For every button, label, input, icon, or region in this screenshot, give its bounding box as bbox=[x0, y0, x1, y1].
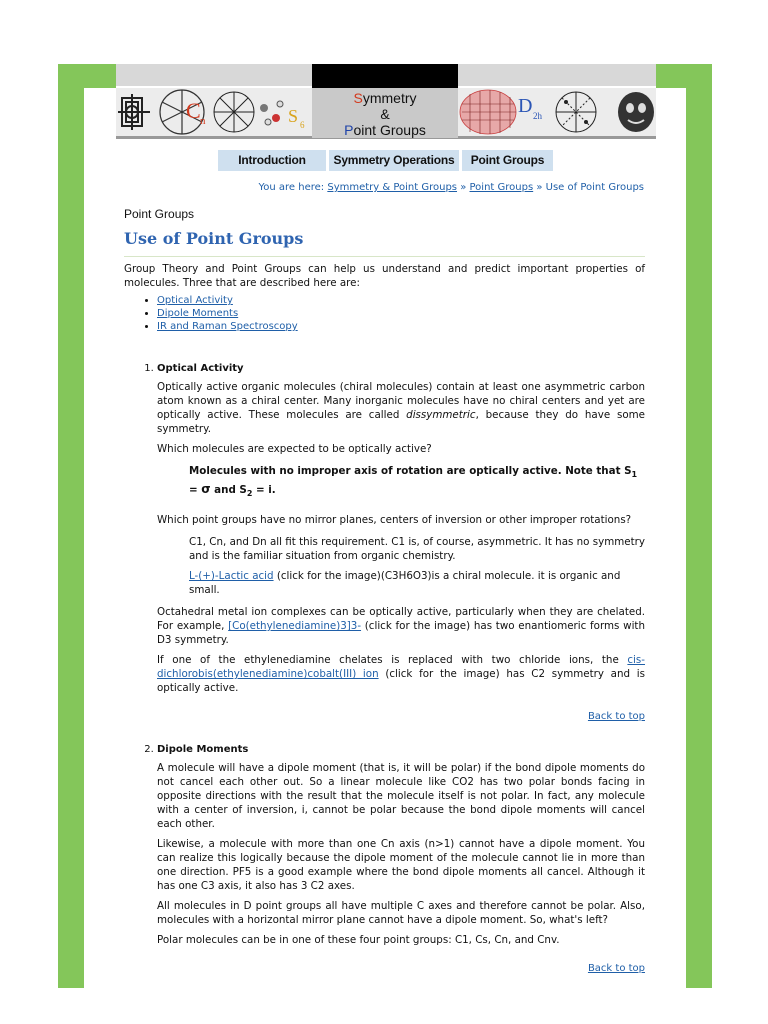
optical-question: Which molecules are expected to be optically active? bbox=[157, 443, 432, 455]
sections-list bbox=[124, 363, 645, 974]
co-ethylenediamine-link[interactable]: [Co(ethylenediamine)3]3- bbox=[228, 620, 362, 633]
table-of-contents bbox=[124, 294, 645, 333]
breadcrumb bbox=[258, 182, 644, 193]
cis-dichlorobis-link[interactable]: cis-dichlorobis(ethylenediamine)cobalt(III) ion bbox=[157, 654, 645, 681]
nav-symmetry-operations[interactable]: Symmetry Operations bbox=[329, 150, 459, 171]
optical-rule: Molecules with no improper axis of rotation are optically active. Note that $S_1 = \sigma$ and $S_2 = i$. bbox=[189, 465, 638, 499]
breadcrumb-separator: » bbox=[457, 182, 470, 193]
breadcrumb-current: Use of Point Groups bbox=[545, 182, 644, 193]
lactic-paragraph: L-(+)-Lactic acid (click for the image)(C3H6O3)is a chiral molecule. it is organic and small. bbox=[189, 570, 621, 597]
svg-text:C: C bbox=[186, 98, 201, 123]
symmetry-art-right bbox=[458, 88, 656, 136]
dipole-paragraph-1: A molecule will have a dipole moment (that is, it will be polar) if the bond dipole moments do not cancel each other out. So a linear molecule like CO2 has two polar bonds facing in opposite directions with the result that the molecule itself is not polar. In fact, any molecule with a center of inversion, i, cannot be polar because the bond dipole moments will cancel each other. bbox=[157, 762, 645, 831]
back-to-top bbox=[157, 963, 645, 974]
breadcrumb-link-home[interactable]: Symmetry & Point Groups bbox=[327, 182, 458, 193]
toc-link-dipole-moments[interactable]: Dipole Moments bbox=[157, 308, 239, 319]
toc-link-ir-raman[interactable]: IR and Raman Spectroscopy bbox=[157, 321, 298, 332]
nav-point-groups[interactable]: Point Groups bbox=[462, 150, 553, 171]
dipole-paragraph-3: All molecules in D point groups all have multiple C axes and therefore cannot be polar. Also, molecules with a horizontal mirror plane cannot have a dipole moment. So, what's left? bbox=[157, 900, 645, 927]
page-title: Use of Point Groups bbox=[124, 229, 645, 257]
octahedral-paragraph: Octahedral metal ion complexes can be optically active, particularly when they are chelated. For example, [Co(ethylenediamine)3]3- (click for the image) has two enantiomeric forms with D3 symmetry. bbox=[157, 606, 645, 647]
breadcrumb-separator: » bbox=[533, 182, 546, 193]
section-dipole-moments bbox=[157, 744, 645, 974]
breadcrumb-link-point-groups[interactable]: Point Groups bbox=[469, 182, 534, 193]
svg-text:2h: 2h bbox=[533, 111, 542, 121]
back-to-top bbox=[157, 711, 645, 722]
svg-text:n: n bbox=[200, 115, 206, 127]
banner-title: Symmetry & Point Groups bbox=[312, 88, 458, 138]
breadcrumb-prefix: You are here: bbox=[258, 182, 328, 193]
main-nav bbox=[218, 150, 553, 171]
banner-black-block bbox=[312, 64, 458, 88]
intro-paragraph: Group Theory and Point Groups can help us understand and predict important properties of molecules. Three that are described here are: bbox=[124, 263, 645, 289]
lactic-acid-link[interactable]: L-(+)-Lactic acid bbox=[189, 570, 274, 583]
toc-item bbox=[157, 307, 645, 320]
back-to-top-link[interactable]: Back to top bbox=[587, 963, 645, 975]
optical-question-2: Which point groups have no mirror planes, centers of inversion or other improper rotations? bbox=[157, 514, 632, 527]
toc-link-optical-activity[interactable]: Optical Activity bbox=[157, 295, 233, 306]
back-to-top-link[interactable]: Back to top bbox=[587, 711, 645, 723]
dipole-paragraph-2: Likewise, a molecule with more than one Cn axis (n>1) cannot have a dipole moment. You can realize this logically because the dipole moment of the molecule cannot lie in more than one direction. PF5 is a good example where the bond dipole moments all cancel. Although it has one C3 axis, it also has 3 C2 axes. bbox=[157, 838, 645, 893]
point-groups-paragraph: C1, Cn, and Dn all fit this requirement. C1 is, of course, asymmetric. It has no symmetry and is the familiar situation from organic chemistry. bbox=[189, 536, 645, 563]
toc-item bbox=[157, 320, 645, 333]
nav-introduction[interactable]: Introduction bbox=[218, 150, 326, 171]
svg-text:6: 6 bbox=[300, 120, 305, 130]
svg-text:D: D bbox=[518, 95, 533, 117]
section-kicker: Point Groups bbox=[124, 207, 195, 221]
main-content bbox=[124, 205, 645, 996]
svg-text:S: S bbox=[288, 106, 299, 126]
dipole-paragraph-4: Polar molecules can be in one of these four point groups: C1, Cs, Cn, and Cnv. bbox=[157, 934, 560, 947]
section-optical-activity bbox=[157, 363, 645, 722]
cis-paragraph: If one of the ethylenediamine chelates is replaced with two chloride ions, the cis-dichlorobis(ethylenediamine)cobalt(III) ion (click for the image) has C2 symmetry and is optically active. bbox=[157, 654, 645, 695]
symmetry-art-left bbox=[116, 88, 312, 136]
optical-paragraph: Optically active organic molecules (chiral molecules) contain at least one asymmetric carbon atom known as a chiral center. Many inorganic molecules have no chiral centers and yet are optically active. These molecules are called dissymmetric, because they do have some symmetry. bbox=[157, 381, 645, 435]
toc-item bbox=[157, 294, 645, 307]
site-banner bbox=[116, 64, 656, 140]
section-heading: 2. Dipole Moments bbox=[157, 744, 249, 756]
section-heading: 1. Optical Activity bbox=[157, 363, 244, 374]
